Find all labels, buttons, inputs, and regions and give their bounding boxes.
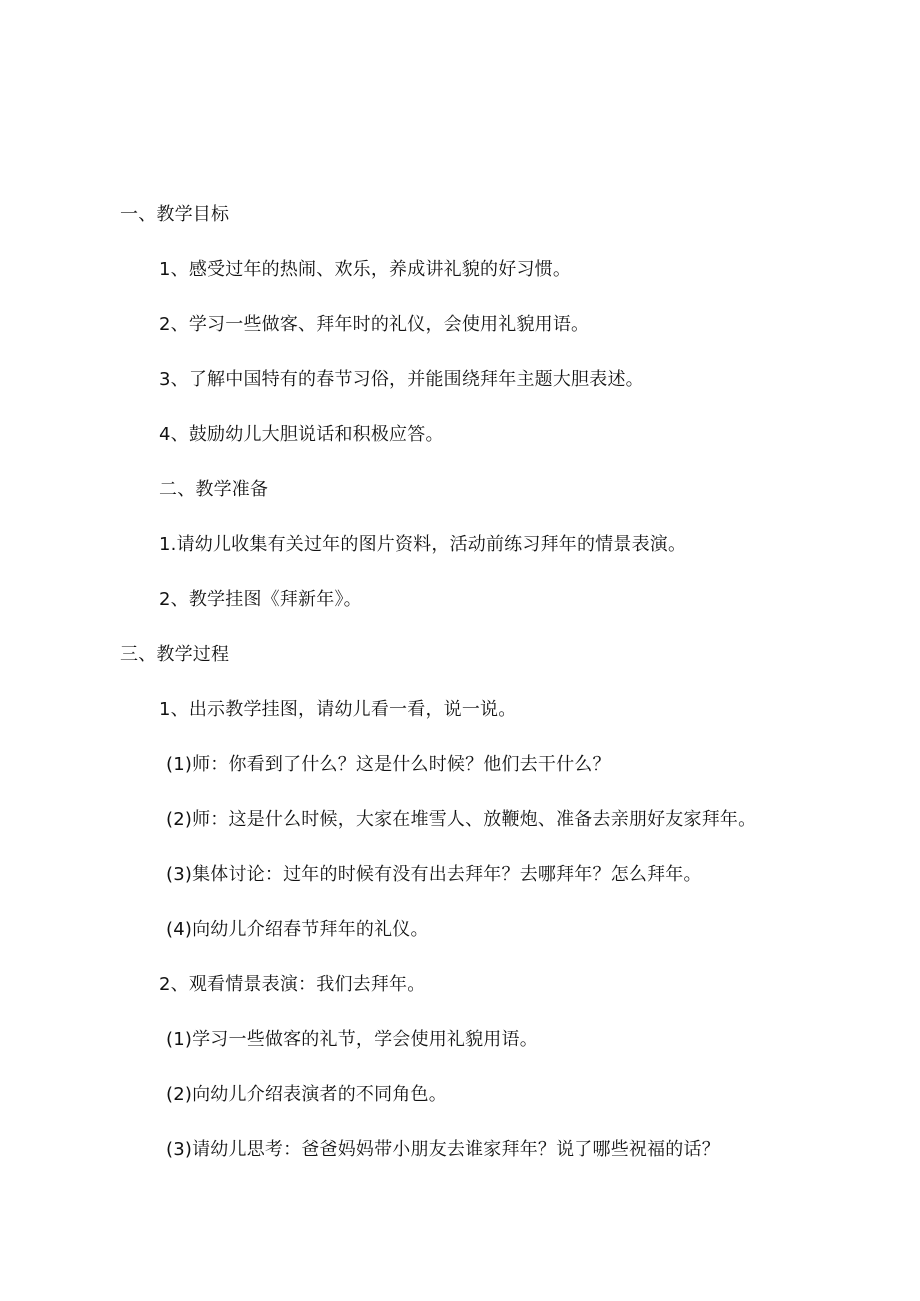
- section-heading-preparation: 二、教学准备: [159, 479, 269, 500]
- objective-item-4: 4、鼓励幼儿大胆说话和积极应答。: [159, 424, 444, 445]
- process-step-2: 2、观看情景表演：我们去拜年。: [159, 974, 426, 995]
- process-step-1-sub-4: (4)向幼儿介绍春节拜年的礼仪。: [166, 919, 429, 940]
- process-step-1-sub-2: (2)师：这是什么时候，大家在堆雪人、放鞭炮、准备去亲朋好友家拜年。: [166, 809, 757, 830]
- objective-item-2: 2、学习一些做客、拜年时的礼仪，会使用礼貌用语。: [159, 314, 590, 335]
- process-step-1: 1、出示教学挂图，请幼儿看一看，说一说。: [159, 699, 517, 720]
- process-step-2-sub-2: (2)向幼儿介绍表演者的不同角色。: [166, 1084, 447, 1105]
- preparation-item-2: 2、教学挂图《拜新年》。: [159, 589, 362, 610]
- process-step-1-sub-3: (3)集体讨论：过年的时候有没有出去拜年？去哪拜年？怎么拜年。: [166, 864, 702, 885]
- preparation-item-1: 1.请幼儿收集有关过年的图片资料，活动前练习拜年的情景表演。: [159, 534, 687, 555]
- process-step-2-sub-3: (3)请幼儿思考：爸爸妈妈带小朋友去谁家拜年？说了哪些祝福的话？: [166, 1139, 720, 1160]
- process-step-2-sub-1: (1)学习一些做客的礼节，学会使用礼貌用语。: [166, 1029, 538, 1050]
- section-heading-objectives: 一、教学目标: [120, 204, 230, 225]
- section-heading-process: 三、教学过程: [120, 644, 230, 665]
- process-step-1-sub-1: (1)师：你看到了什么？这是什么时候？他们去干什么？: [166, 754, 611, 775]
- objective-item-3: 3、了解中国特有的春节习俗，并能围绕拜年主题大胆表述。: [159, 369, 644, 390]
- objective-item-1: 1、感受过年的热闹、欢乐，养成讲礼貌的好习惯。: [159, 259, 572, 280]
